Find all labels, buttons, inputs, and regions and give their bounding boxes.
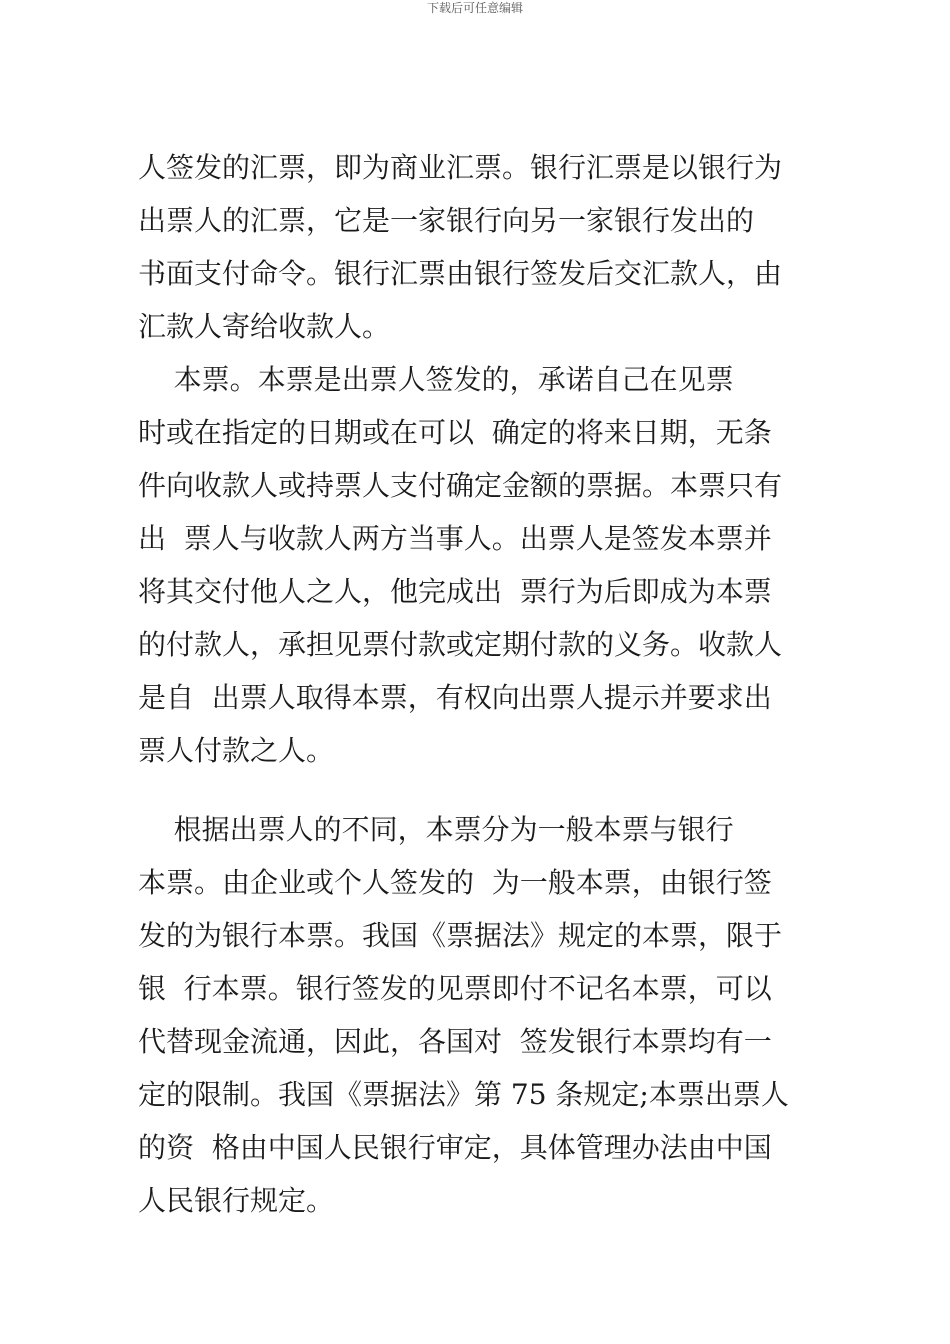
text-line: 本票。由企业或个人签发的 为一般本票，由银行签 bbox=[138, 866, 772, 899]
text-line: 出 票人与收款人两方当事人。出票人是签发本票并 bbox=[138, 522, 772, 555]
text-line: 代替现金流通，因此，各国对 签发银行本票均有一 bbox=[138, 1025, 772, 1058]
text-line: 发的为银行本票。我国《票据法》规定的本票，限于 bbox=[138, 919, 783, 952]
text-line: 根据出票人的不同，本票分为一般本票与银行 bbox=[138, 813, 734, 846]
page-header: 下载后可任意编辑 bbox=[426, 1, 523, 15]
text-line: 票人付款之人。 bbox=[138, 734, 335, 767]
text-line: 的资 格由中国人民银行审定，具体管理办法由中国 bbox=[138, 1131, 772, 1164]
text-line: 件向收款人或持票人支付确定金额的票据。本票只有 bbox=[138, 469, 783, 502]
text-line: 是自 出票人取得本票，有权向出票人提示并要求出 bbox=[138, 681, 772, 714]
text-line: 时或在指定的日期或在可以 确定的将来日期，无条 bbox=[138, 416, 772, 449]
text-line: 出票人的汇票，它是一家银行向另一家银行发出的 bbox=[138, 204, 755, 237]
text-line: 汇款人寄给收款人。 bbox=[138, 310, 391, 343]
text-line: 人民银行规定。 bbox=[138, 1184, 335, 1217]
text-line: 本票。本票是出票人签发的，承诺自己在见票 bbox=[138, 363, 734, 396]
text-line: 将其交付他人之人，他完成出 票行为后即成为本票 bbox=[138, 575, 772, 608]
text-line: 银 行本票。银行签发的见票即付不记名本票，可以 bbox=[138, 972, 772, 1005]
text-line: 人签发的汇票，即为商业汇票。银行汇票是以银行为 bbox=[138, 151, 783, 184]
text-line: 书面支付命令。银行汇票由银行签发后交汇款人，由 bbox=[138, 257, 783, 290]
text-line: 的付款人，承担见票付款或定期付款的义务。收款人 bbox=[138, 628, 783, 661]
text-line: 定的限制。我国《票据法》第 75 条规定;本票出票人 bbox=[138, 1078, 789, 1111]
